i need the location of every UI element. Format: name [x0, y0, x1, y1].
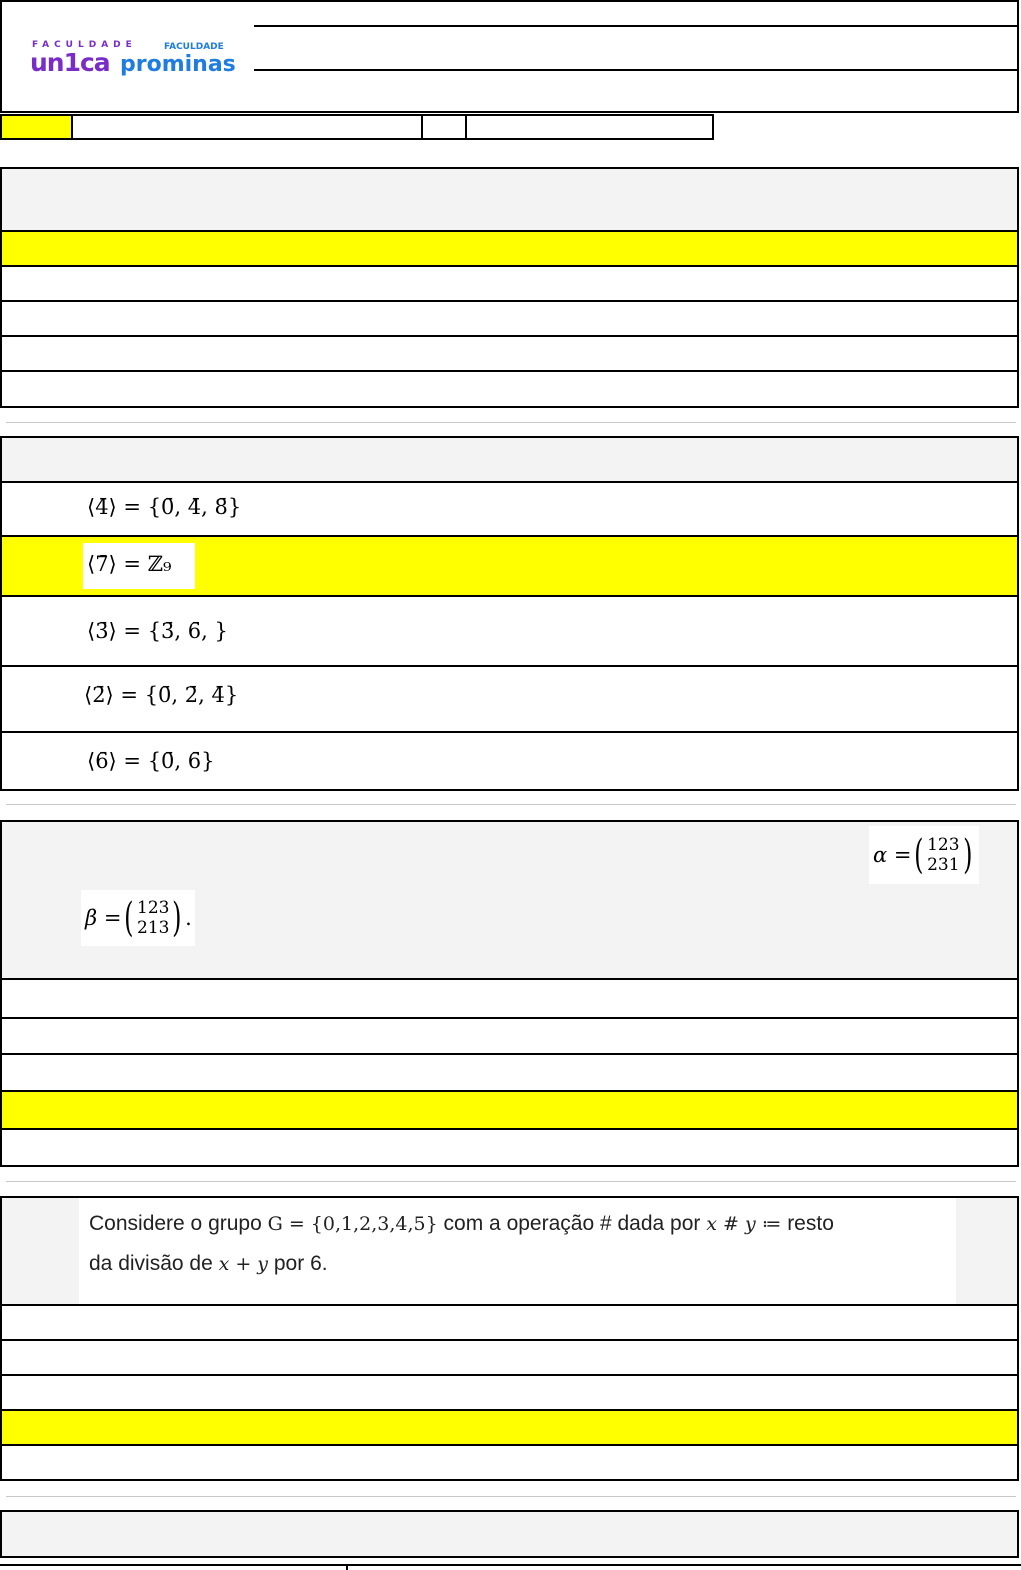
option-e[interactable] [79, 1444, 1019, 1481]
option-d[interactable] [79, 1090, 1019, 1130]
question-divider [6, 1496, 1016, 1497]
option-letter-cell [0, 1339, 81, 1376]
logo-prominas: prominas [120, 52, 236, 77]
option-letter-cell [0, 1409, 81, 1446]
alpha-permutation: α = ( 123 231 ) [869, 826, 979, 884]
question-statement [79, 820, 1019, 980]
question-number-cell [0, 1510, 81, 1558]
question-statement [79, 1196, 1019, 1306]
question-statement [79, 436, 1019, 483]
option-letter-cell [0, 335, 81, 372]
option-letter-cell [0, 230, 81, 267]
question-number-cell [0, 820, 81, 980]
option-letter-cell [0, 731, 81, 791]
option-c-math: ⟨3̄⟩ = {3̄, 6̄, } [87, 619, 228, 643]
option-a[interactable] [79, 230, 1019, 267]
question-number-cell [0, 167, 81, 232]
option-letter-cell [0, 595, 81, 667]
option-c[interactable] [79, 1053, 1019, 1092]
next-row-edge [0, 1564, 1021, 1570]
statement-line-1: Considere o grupo G = {0,1,2,3,4,5} com a operação # dada por x # y ≔ resto [89, 1212, 834, 1235]
label-cell [421, 114, 467, 140]
option-b[interactable] [79, 1017, 1019, 1055]
option-letter-cell [0, 1017, 81, 1055]
question-divider [6, 1181, 1016, 1182]
option-letter-cell [0, 370, 81, 408]
option-letter-cell [0, 1053, 81, 1092]
question-number-cell [0, 1196, 81, 1306]
student-name-cell [71, 114, 423, 140]
option-d[interactable] [79, 1409, 1019, 1446]
question-number-cell [0, 436, 81, 483]
grade-cell [0, 114, 73, 140]
option-letter-cell [0, 665, 81, 733]
question-statement [79, 167, 1019, 232]
option-letter-cell [0, 1444, 81, 1481]
option-letter-cell [0, 535, 81, 597]
option-c[interactable] [79, 300, 1019, 337]
option-letter-cell [0, 978, 81, 1019]
beta-bottom-row: 213 [137, 918, 170, 938]
option-letter-cell [0, 300, 81, 337]
option-e-math: ⟨6̄⟩ = {0̄, 6̄} [87, 749, 215, 773]
logo-unica: un1ca [30, 48, 110, 77]
header-row-1 [254, 0, 1019, 27]
header-row-3 [254, 69, 1019, 113]
option-d[interactable] [79, 665, 1019, 733]
beta-permutation: β = ( 123 213 ) . [81, 890, 195, 946]
option-c[interactable] [79, 595, 1019, 667]
question-statement [79, 1510, 1019, 1558]
option-d-math: ⟨2̄⟩ = {0̄, 2̄, 4̄} [84, 683, 239, 707]
option-b[interactable] [79, 265, 1019, 302]
option-d[interactable] [79, 335, 1019, 372]
option-e[interactable] [79, 370, 1019, 408]
option-a[interactable] [79, 481, 1019, 537]
option-letter-cell [0, 1374, 81, 1411]
next-row-divider [346, 1564, 348, 1570]
beta-top-row: 123 [137, 898, 170, 918]
header-row-2 [254, 25, 1019, 71]
logo-faculdade-right: FACULDADE [164, 42, 224, 52]
statement-text-box [79, 1198, 956, 1304]
option-letter-cell [0, 265, 81, 302]
option-b-math: ⟨7̄⟩ = ℤ₉ [83, 543, 195, 589]
option-letter-cell [0, 1090, 81, 1130]
option-a[interactable] [79, 978, 1019, 1019]
alpha-bottom-row: 231 [927, 855, 960, 875]
option-letter-cell [0, 1128, 81, 1167]
option-c[interactable] [79, 1374, 1019, 1411]
logo-faculdade-left: FACULDADE [32, 40, 137, 50]
option-e[interactable] [79, 731, 1019, 791]
alpha-top-row: 123 [927, 835, 960, 855]
option-letter-cell [0, 1304, 81, 1341]
question-divider [6, 804, 1016, 805]
option-letter-cell [0, 481, 81, 537]
option-a-math: ⟨4̄⟩ = {0̄, 4̄, 8̄} [87, 495, 242, 519]
option-a[interactable] [79, 1304, 1019, 1341]
option-b[interactable] [79, 535, 1019, 597]
institution-logo [0, 0, 256, 113]
date-cell [465, 114, 714, 140]
question-divider [6, 422, 1016, 423]
option-b[interactable] [79, 1339, 1019, 1376]
option-e[interactable] [79, 1128, 1019, 1167]
statement-line-2: da divisão de x + y por 6. [89, 1252, 328, 1275]
